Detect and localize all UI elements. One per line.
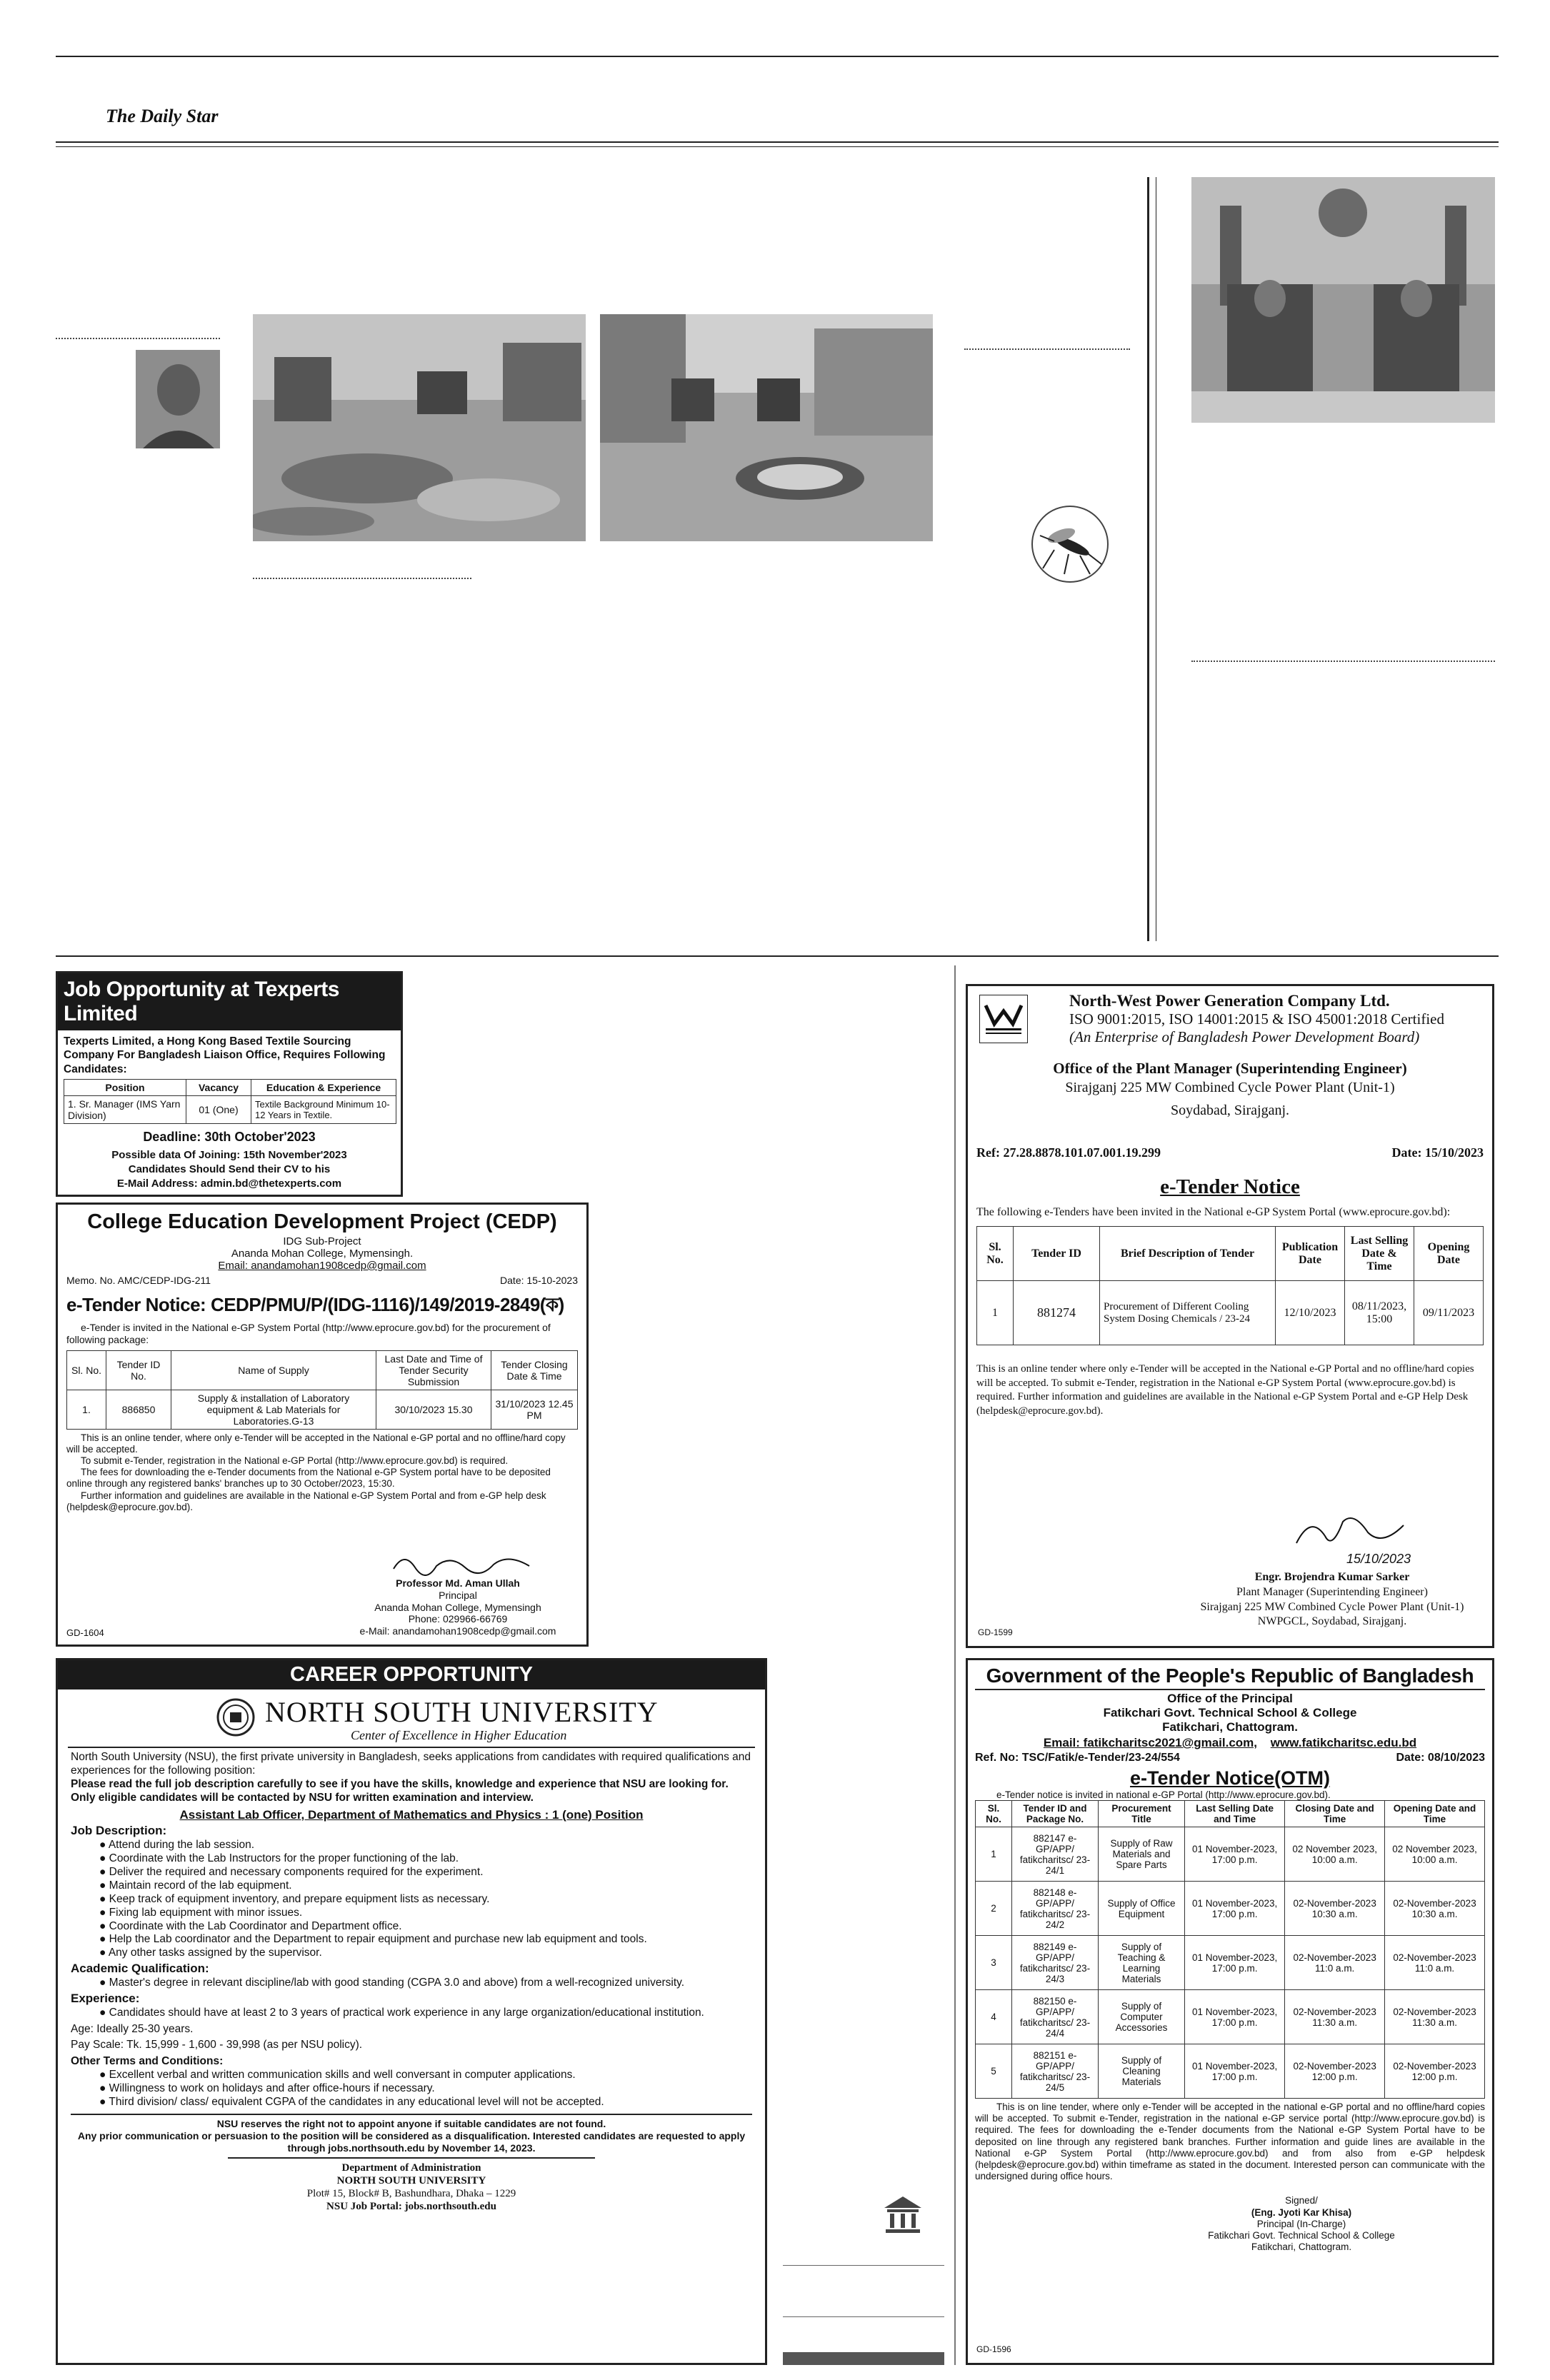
texperts-email: E-Mail Address: admin.bd@thetexperts.com: [116, 1178, 342, 1190]
nsu-dept: Department of Administration: [341, 2162, 481, 2174]
nsu-tagline: Center of Excellence in Higher Education: [351, 1728, 567, 1742]
nsu-jd-item: ● Coordinate with the Lab Instructors for the proper functioning of the lab.: [99, 1852, 459, 1864]
cedp-phone: Phone: 029966-66769: [408, 1613, 508, 1625]
nwpgcl-cell-pub: 12/10/2023: [1276, 1281, 1345, 1345]
nsu-name: NORTH SOUTH UNIVERSITY: [265, 1696, 659, 1728]
fatikchari-ref: Ref. No: TSC/Fatik/e-Tender/23-24/554: [975, 1752, 1180, 1764]
nwpgcl-gd: GD-1599: [978, 1627, 1013, 1637]
nsu-pay: Pay Scale: Tk. 15,999 - 1,600 - 39,998 (as per NSU policy).: [71, 2039, 363, 2052]
nwpgcl-notice: e-Tender Notice: [1160, 1175, 1300, 1199]
column-rule: [954, 965, 956, 2365]
fatikchari-place: Fatikchari, Chattogram.: [1162, 1720, 1298, 1734]
nsu-aq-title: Academic Qualification:: [71, 1962, 209, 1976]
nsu-age: Age: Ideally 25-30 years.: [71, 2022, 194, 2035]
masthead-rule: [56, 141, 1499, 143]
thin-rule: [783, 2316, 944, 2317]
fatikchari-row: 4 882150 e-GP/APP/ fatikcharitsc/ 23-24/4 Supply of Computer Accessories 01 November-2023, 17:00 p.m. 02-November-2023 11:30 a.m. 02-November-2023 11:30 a.m.: [976, 1990, 1485, 2044]
fatikchari-gd: GD-1596: [976, 2344, 1011, 2354]
nwpgcl-signature: [1289, 1507, 1432, 1557]
cedp-header-closing: Tender Closing Date & Time: [491, 1350, 578, 1390]
nwpgcl-intro: The following e-Tenders have been invited in the National e-GP System Portal (www.eprocure.gov.bd):: [976, 1206, 1451, 1219]
nsu-please: Please read the full job description carefully to see if you have the skills, knowledge and experience that NSU are looking for. Only eligible candidates will be contacted by NSU for written examination and interview.: [71, 1777, 729, 1804]
nsu-bar: CAREER OPPORTUNITY: [58, 1660, 765, 1689]
texperts-ad: [56, 971, 403, 1197]
fatikchari-intro: e-Tender notice is invited in national e-GP Portal (http://www.eprocure.gov.bd).: [996, 1789, 1331, 1800]
nwpgcl-enterprise: (An Enterprise of Bangladesh Power Development Board): [1069, 1028, 1420, 1045]
fatikchari-body: This is on line tender, where only e-Tender will be accepted in the national e-GP portal and no offline/hard copies will be accepted. To submit e-Tender, registration in the national e-GP service portal (http://www.eprocure.gov.bd) is required. The fees for downloading the e-Tender documents from the National e-GP System Portal have to be deposited on line through any registered bank branches. Further information and guide lines are available in the National e-GP System Portal (http://www.eprocure.gov.bd) and from also from e-GP helpdesk (helpdesk@eprocure.gov.bd) within timeframe as stated in the document. Interested person can communicate with the undersigned during office hours.: [975, 2102, 1485, 2182]
nwpgcl-body: This is an online tender where only e-Tender will be accepted in the National e-GP Portal and no offline/hard copies will be accepted. To submit e-Tender, registration in the National e-GP System Portal (www.eprocure.gov.bd) is required. Further information and guidelines are available in the National e-GP System Portal and e-GP Help Desk (helpdesk@eprocure.gov.bd).: [976, 1363, 1474, 1417]
fatikchari-school: Fatikchari Govt. Technical School & College: [1103, 1706, 1357, 1719]
nsu-portal: NSU Job Portal: jobs.northsouth.edu: [326, 2201, 496, 2213]
nwpgcl-location: Soydabad, Sirajganj.: [1170, 1103, 1290, 1119]
masthead-rule-thin: [56, 146, 1499, 147]
fatikchari-header-sell: Last Selling Date and Time: [1185, 1801, 1285, 1827]
nsu-reserves: NSU reserves the right not to appoint anyone if suitable candidates are not found.: [216, 2117, 606, 2129]
nwpgcl-ref: Ref: 27.28.8878.101.07.001.19.299: [976, 1145, 1161, 1160]
cedp-notice: e-Tender Notice: CEDP/PMU/P/(IDG-1116)/149/2019-2849(ক): [66, 1294, 564, 1315]
nwpgcl-office: Office of the Plant Manager (Superintending Engineer): [1053, 1060, 1407, 1077]
nsu-persuasion: Any prior communication or persuasion to the position will be considered as a disqualification. Interested candidates are requested to apply through jobs.northsouth.edu by November 14, 2023.: [77, 2130, 746, 2154]
university-crest-icon: [216, 1698, 255, 1737]
cedp-body4: Further information and guidelines are available in the National e-GP System Portal and from e-GP help desk (helpdesk@eprocure.gov.bd).: [66, 1490, 546, 1512]
texperts-cell-position: 1. Sr. Manager (IMS Yarn Division): [64, 1096, 186, 1124]
cedp-cell-id: 886850: [106, 1390, 171, 1429]
top-rule: [56, 56, 1499, 57]
nsu-other-title: Other Terms and Conditions:: [71, 2055, 224, 2068]
nwpgcl-sig-date: 15/10/2023: [1346, 1552, 1411, 1566]
fatikchari-row: 2 882148 e-GP/APP/ fatikcharitsc/ 23-24/2 Supply of Office Equipment 01 November-2023, 17:00 p.m. 02-November-2023 10:30 a.m. 02-November-2023 10:30 a.m.: [976, 1882, 1485, 1936]
fatikchari-signed: Signed/: [1285, 2195, 1318, 2206]
nwpgcl-iso: ISO 9001:2015, ISO 14001:2015 & ISO 45001:2018 Certified: [1069, 1010, 1444, 1028]
dotted-divider: [1191, 661, 1495, 662]
cedp-memo: Memo. No. AMC/CEDP-IDG-211: [66, 1275, 211, 1286]
cedp-gd: GD-1604: [66, 1627, 104, 1638]
texperts-send-cv: Candidates Should Send their CV to his: [128, 1163, 331, 1176]
nwpgcl-plant2: Sirajganj 225 MW Combined Cycle Power Plant (Unit-1): [1200, 1600, 1464, 1613]
cedp-email2: e-Mail: anandamohan1908cedp@gmail.com: [359, 1625, 556, 1637]
fatikchari-header-sl: Sl. No.: [976, 1801, 1012, 1827]
cedp-email-line: Email: anandamohan1908cedp@gmail.com: [218, 1260, 426, 1272]
thin-rule: [783, 2265, 944, 2266]
cedp-body2: To submit e-Tender, registration in the National e-GP Portal (http://www.eprocure.gov.bd) is required.: [81, 1455, 509, 1466]
fatikchari-header-id: Tender ID and Package No.: [1012, 1801, 1099, 1827]
fatikchari-row: 5 882151 e-GP/APP/ fatikcharitsc/ 23-24/5 Supply of Cleaning Materials 01 November-2023, 17:00 p.m. 02-November-2023 12:00 p.m. 02-November-2023 12:00 p.m.: [976, 2044, 1485, 2099]
cedp-header-id: Tender ID No.: [106, 1350, 171, 1390]
nsu-jd-item: ● Maintain record of the lab equipment.: [99, 1879, 292, 1892]
nsu-jd-item: ● Deliver the required and necessary components required for the experiment.: [99, 1865, 484, 1878]
nsu-jd-title: Job Description:: [71, 1824, 167, 1838]
fatikchari-header-close: Closing Date and Time: [1285, 1801, 1385, 1827]
nwpgcl-header-id: Tender ID: [1014, 1227, 1100, 1281]
cedp-cell-sl: 1.: [67, 1390, 106, 1429]
fatikchari-date: Date: 08/10/2023: [1396, 1752, 1485, 1764]
nwpgcl-loc2: NWPGCL, Soydabad, Sirajganj.: [1257, 1615, 1407, 1628]
texperts-header-position: Position: [64, 1080, 186, 1096]
fatikchari-header-title: Procurement Title: [1099, 1801, 1185, 1827]
cedp-sub1: IDG Sub-Project: [283, 1235, 361, 1247]
road-photo-1: [253, 314, 586, 541]
nwpgcl-cell-desc: Procurement of Different Cooling System Dosing Chemicals / 23-24: [1100, 1281, 1276, 1345]
nsu-jd-item: ● Fixing lab equipment with minor issues.: [99, 1906, 303, 1919]
texperts-joining: Possible data Of Joining: 15th November'2023: [111, 1149, 347, 1162]
nsu-exp-title: Experience:: [71, 1991, 140, 2005]
nwpgcl-ad: [966, 984, 1494, 1648]
cedp-body1: This is an online tender, where only e-Tender will be accepted in the National e-GP portal and no offline/hard copy will be accepted.: [66, 1432, 566, 1455]
nwpgcl-table: [976, 1226, 1484, 1345]
strip-bar: [783, 2352, 944, 2365]
section-rule: [56, 955, 1499, 957]
ministry-logo-icon: [881, 2192, 924, 2235]
fatikchari-place2: Fatikchari, Chattogram.: [1251, 2241, 1352, 2253]
nwpgcl-header-pub: Publication Date: [1276, 1227, 1345, 1281]
fatikchari-header-open: Opening Date and Time: [1385, 1801, 1485, 1827]
cedp-signature: [386, 1547, 544, 1576]
cedp-header-sl: Sl. No.: [67, 1350, 106, 1390]
fatikchari-ad: [966, 1658, 1494, 2365]
cedp-college: Ananda Mohan College, Mymensingh: [374, 1601, 541, 1613]
texperts-table: [64, 1079, 396, 1124]
nsu-other-item: ● Excellent verbal and written communication skills and well conversant in computer applications.: [99, 2069, 576, 2082]
fatikchari-signer: (Eng. Jyoti Kar Khisa): [1251, 2206, 1352, 2218]
cedp-header-name: Name of Supply: [171, 1350, 376, 1390]
texperts-deadline: Deadline: 30th October'2023: [143, 1130, 316, 1145]
cedp-intro: e-Tender is invited in the National e-GP System Portal (http://www.eprocure.gov.bd) for the procurement of following package:: [66, 1322, 551, 1345]
cedp-signer: Professor Md. Aman Ullah: [396, 1577, 520, 1589]
nsu-jd-item: ● Coordinate with the Lab Coordinator and Department office.: [99, 1919, 402, 1932]
nwpgcl-cell-last: 08/11/2023, 15:00: [1345, 1281, 1414, 1345]
fatikchari-gov: Government of the People's Republic of Bangladesh: [986, 1665, 1474, 1687]
texperts-intro: Texperts Limited, a Hong Kong Based Textile Sourcing Company For Bangladesh Liaison Office, Requires Following Candidates:: [64, 1035, 386, 1075]
columnist-portrait: [136, 350, 220, 448]
fatikchari-table: [975, 1800, 1485, 2099]
nwpgcl-plant: Sirajganj 225 MW Combined Cycle Power Plant (Unit-1): [1065, 1080, 1395, 1096]
cedp-ad: [56, 1202, 589, 1647]
road-photo-2: [600, 314, 933, 541]
nsu-exp-item: ● Candidates should have at least 2 to 3 years of practical work experience in any large organization/educational institution.: [99, 2006, 704, 2019]
nsu-addr: Plot# 15, Block# B, Bashundhara, Dhaka – 1229: [306, 2188, 516, 2200]
cedp-header-security: Last Date and Time of Tender Security Submission: [376, 1350, 491, 1390]
fatikchari-notice: e-Tender Notice(OTM): [1129, 1767, 1330, 1789]
cedp-date: Date: 15-10-2023: [500, 1275, 578, 1286]
nsu-jd-item: ● Attend during the lab session.: [99, 1839, 255, 1852]
dotted-divider: [964, 348, 1130, 350]
dotted-divider: [56, 338, 220, 339]
column-rule: [1147, 177, 1149, 941]
texperts-cell-vacancy: 01 (One): [186, 1096, 251, 1124]
masthead-logo: The Daily Star: [106, 106, 219, 126]
nwpgcl-header-desc: Brief Description of Tender: [1100, 1227, 1276, 1281]
nsu-jd-item: ● Any other tasks assigned by the supervisor.: [99, 1947, 322, 1959]
nsu-jd-item: ● Keep track of equipment inventory, and prepare equipment lists as necessary.: [99, 1892, 490, 1905]
cedp-title: College Education Development Project (CEDP): [87, 1210, 557, 1233]
dotted-divider: [253, 578, 471, 579]
nsu-position: Assistant Lab Officer, Department of Mathematics and Physics : 1 (one) Position: [179, 1807, 644, 1822]
cedp-body3: The fees for downloading the e-Tender documents from the National e-GP System portal have to be deposited online through any registered banks' branches up to 30 October/2023, 15:30.: [66, 1467, 551, 1490]
nwpgcl-role: Plant Manager (Superintending Engineer): [1236, 1585, 1428, 1598]
texperts-title: Job Opportunity at Texperts Limited: [58, 973, 401, 1030]
nsu-other-item: ● Willingness to work on holidays and after office-hours if necessary.: [99, 2082, 435, 2095]
nsu-uni: NORTH SOUTH UNIVERSITY: [336, 2175, 486, 2187]
nwpgcl-header-open: Opening Date: [1414, 1227, 1484, 1281]
fatikchari-email: Email: fatikcharitsc2021@gmail.com,: [1043, 1736, 1257, 1749]
nwpgcl-header-last: Last Selling Date & Time: [1345, 1227, 1414, 1281]
nsu-ad: [56, 1658, 767, 2365]
texperts-cell-education: Textile Background Minimum 10-12 Years in Textile.: [251, 1096, 396, 1124]
texperts-header-education: Education & Experience: [251, 1080, 396, 1096]
texperts-header-vacancy: Vacancy: [186, 1080, 251, 1096]
mosquito-icon: [1031, 506, 1109, 583]
nwpgcl-company: North-West Power Generation Company Ltd.: [1069, 992, 1390, 1010]
nwpgcl-logo-icon: [979, 995, 1028, 1043]
nsu-intro: North South University (NSU), the first private university in Bangladesh, seeks applications from candidates with required qualifications and experiences for the following position:: [71, 1751, 751, 1777]
cedp-cell-security: 30/10/2023 15.30: [376, 1390, 491, 1429]
fatikchari-role: Principal (In-Charge): [1256, 2218, 1346, 2229]
nsu-jd-item: ● Help the Lab coordinator and the Department to repair equipment and purchase new lab equipment and tools.: [99, 1933, 647, 1946]
fatikchari-row: 1 882147 e-GP/APP/ fatikcharitsc/ 23-24/1 Supply of Raw Materials and Spare Parts 01 November-2023, 17:00 p.m. 02 November 2023, 10:00 a.m. 02 November 2023, 10:00 a.m.: [976, 1827, 1485, 1882]
fatikchari-office: Office of the Principal: [1167, 1692, 1293, 1705]
cedp-sub2: Ananda Mohan College, Mymensingh.: [231, 1247, 414, 1260]
meeting-photo: [1191, 177, 1495, 423]
cedp-cell-closing: 31/10/2023 12.45 PM: [491, 1390, 578, 1429]
nwpgcl-header-sl: Sl. No.: [977, 1227, 1014, 1281]
nsu-other-item: ● Third division/ class/ equivalent CGPA of the candidates in any educational level will not be accepted.: [99, 2096, 604, 2109]
cedp-cell-name: Supply & installation of Laboratory equipment & Lab Materials for Laboratories.G-13: [171, 1390, 376, 1429]
fatikchari-row: 3 882149 e-GP/APP/ fatikcharitsc/ 23-24/3 Supply of Teaching & Learning Materials 01 November-2023, 17:00 p.m. 02-November-2023 11:0 a.m. 02-November-2023 11:0 a.m.: [976, 1936, 1485, 1990]
nsu-aq-item: ● Master's degree in relevant discipline/lab with good standing (CGPA 3.0 and above) from a well-recognized university.: [99, 1976, 685, 1989]
nwpgcl-date: Date: 15/10/2023: [1391, 1145, 1484, 1160]
fatikchari-web: www.fatikcharitsc.edu.bd: [1270, 1736, 1417, 1749]
nwpgcl-cell-id: 881274: [1014, 1281, 1100, 1345]
fatikchari-school2: Fatikchari Govt. Technical School & College: [1208, 2229, 1395, 2241]
nwpgcl-cell-sl: 1: [977, 1281, 1014, 1345]
cedp-role: Principal: [439, 1589, 477, 1601]
nwpgcl-signer: Engr. Brojendra Kumar Sarker: [1254, 1571, 1410, 1583]
nwpgcl-cell-open: 09/11/2023: [1414, 1281, 1484, 1345]
cedp-table: [66, 1350, 578, 1430]
